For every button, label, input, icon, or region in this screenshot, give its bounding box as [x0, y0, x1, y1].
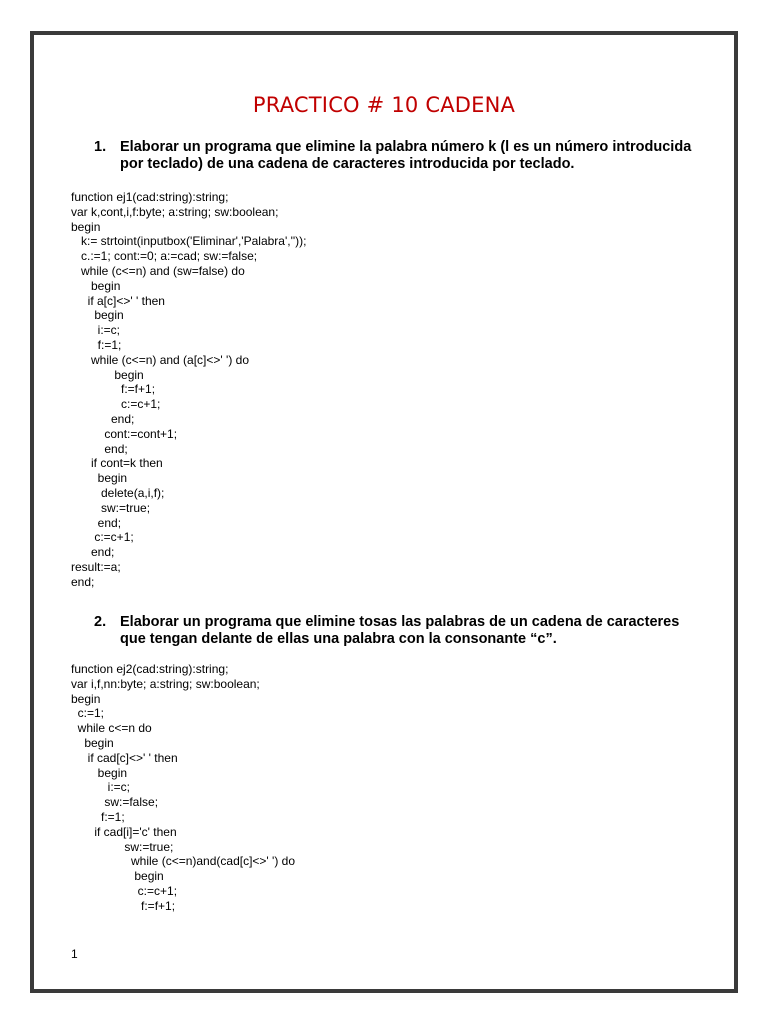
code-line: sw:=false;: [71, 795, 159, 810]
code-line: f:=1;: [71, 337, 122, 352]
code-line: begin: [71, 308, 124, 323]
code-line: function ej2(cad:string):string;: [71, 662, 229, 676]
code-line: if cad[i]='c' then: [71, 824, 177, 839]
code-line: if cad[c]<>' ' then: [71, 750, 178, 765]
code-line: begin: [71, 735, 114, 750]
code-line: sw:=true;: [71, 839, 174, 854]
code-line: if a[c]<>' ' then: [71, 293, 165, 308]
page-number: 1: [71, 947, 78, 961]
code-line: f:=f+1;: [71, 382, 156, 397]
exercise-text: Elaborar un programa que elimine tosas las palabras de un cadena de caracteres que tengan delante de ellas una palabra con la consonante “c”.: [120, 614, 680, 647]
code-line: end;: [71, 545, 115, 560]
code-line: c:=1;: [71, 706, 105, 721]
code-line: c:=c+1;: [71, 397, 161, 412]
code-line: f:=1;: [71, 809, 125, 824]
code-line: end;: [71, 411, 135, 426]
code-line: while (c<=n)and(cad[c]<>' ') do: [71, 854, 296, 869]
code-line: var i,f,nn:byte; a:string; sw:boolean;: [71, 676, 260, 691]
code-line: if cont=k then: [71, 456, 163, 471]
code-line: cont:=cont+1;: [71, 426, 178, 441]
exercise-1-code: [71, 190, 307, 590]
code-line: end;: [71, 441, 128, 456]
code-line: var k,cont,i,f:byte; a:string; sw:boolean;: [71, 204, 279, 219]
code-line: k:= strtoint(inputbox('Eliminar','Palabra',''));: [71, 234, 307, 249]
exercise-number: 2.: [94, 614, 107, 630]
document-title: PRACTICO # 10 CADENA: [252, 93, 516, 117]
code-line: i:=c;: [71, 323, 121, 338]
code-line: c:=c+1;: [71, 883, 178, 898]
exercise-2-code: [71, 662, 295, 914]
code-line: begin: [71, 219, 101, 234]
exercise-number: 1.: [94, 139, 107, 155]
code-line: begin: [71, 471, 128, 486]
code-line: begin: [71, 765, 128, 780]
code-line: i:=c;: [71, 780, 131, 795]
exercise-text: Elaborar un programa que elimine la palabra número k (l es un número introducida por teclado) de una cadena de caracteres introducida por teclado.: [120, 139, 692, 172]
code-line: while (c<=n) and (sw=false) do: [71, 263, 245, 278]
code-line: c.:=1; cont:=0; a:=cad; sw:=false;: [71, 249, 258, 264]
code-line: function ej1(cad:string):string;: [71, 190, 229, 204]
code-line: begin: [71, 691, 101, 706]
code-line: begin: [71, 367, 144, 382]
code-line: sw:=true;: [71, 500, 151, 515]
code-line: end;: [71, 515, 122, 530]
code-line: begin: [71, 869, 164, 884]
code-line: while c<=n do: [71, 721, 152, 736]
code-line: result:=a;: [71, 559, 121, 574]
code-line: delete(a,i,f);: [71, 485, 165, 500]
code-line: while (c<=n) and (a[c]<>' ') do: [71, 352, 250, 367]
code-line: begin: [71, 278, 121, 293]
code-line: end;: [71, 574, 95, 589]
code-line: f:=f+1;: [71, 898, 176, 913]
code-line: c:=c+1;: [71, 530, 134, 545]
document-page: [30, 31, 738, 993]
